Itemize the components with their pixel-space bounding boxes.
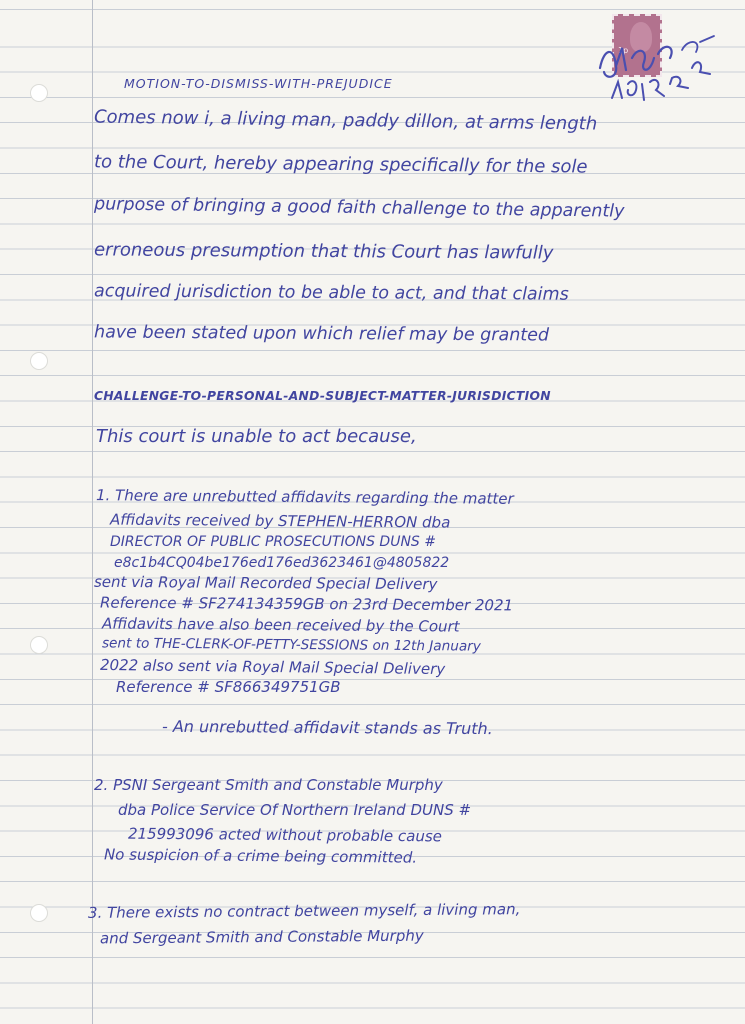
intro-line: erroneous presumption that this Court has lawfully	[93, 239, 554, 264]
point-1-line: Reference # SF274134359GB on 23rd December 2021	[99, 593, 514, 615]
jurisdiction-heading: CHALLENGE-TO-PERSONAL-AND-SUBJECT-MATTER-JURISDICTION	[94, 389, 551, 403]
point-1-line: sent via Royal Mail Recorded Special Delivery	[93, 572, 438, 594]
point-1-line: DIRECTOR OF PUBLIC PROSECUTIONS DUNS #	[110, 534, 436, 550]
document-title: MOTION-TO-DISMISS-WITH-PREJUDICE	[124, 76, 393, 91]
point-1-line: e8c1b4CQ04be176ed176ed3623461@4805822	[114, 555, 450, 571]
point-3-line: 3. There exists no contract between myself, a living man,	[87, 900, 521, 922]
punch-hole	[30, 84, 48, 102]
intro-line: purpose of bringing a good faith challenge to the apparently	[93, 194, 625, 222]
point-2-line: 2. PSNI Sergeant Smith and Constable Murphy	[94, 776, 443, 794]
point-3-line: and Sergeant Smith and Constable Murphy	[99, 926, 424, 948]
point-1-line: Affidavits have also been received by the Court	[101, 614, 460, 636]
punch-hole	[30, 352, 48, 370]
handwritten-signature	[592, 28, 717, 108]
point-2-line: dba Police Service Of Northern Ireland DUNS #	[118, 801, 472, 819]
intro-line: acquired jurisdiction to be able to act, and that claims	[93, 281, 569, 305]
point-1-line: Affidavits received by STEPHEN-HERRON dba	[109, 510, 451, 532]
punch-hole	[30, 636, 48, 654]
margin-line	[92, 0, 93, 1024]
intro-line: Comes now i, a living man, paddy dillon, at arms length	[93, 106, 598, 135]
point-1-line: Reference # SF866349751GB	[116, 678, 341, 696]
point-1-line: 2022 also sent via Royal Mail Special Delivery	[99, 655, 446, 679]
point-1-line: sent to THE-CLERK-OF-PETTY-SESSIONS on 12th January	[101, 635, 481, 655]
truth-statement: - An unrebutted affidavit stands as Truth.	[161, 716, 493, 739]
lead-line: This court is unable to act because,	[96, 426, 417, 447]
punch-hole	[30, 904, 48, 922]
intro-line: to the Court, hereby appearing specifically for the sole	[93, 151, 588, 178]
intro-line: have been stated upon which relief may be granted	[93, 322, 550, 346]
point-1-line: 1. There are unrebutted affidavits regarding the matter	[95, 486, 514, 508]
stamp-value: 1p	[618, 46, 629, 55]
point-2-line: 215993096 acted without probable cause	[127, 824, 442, 846]
point-2-line: No suspicion of a crime being committed.	[103, 845, 418, 867]
